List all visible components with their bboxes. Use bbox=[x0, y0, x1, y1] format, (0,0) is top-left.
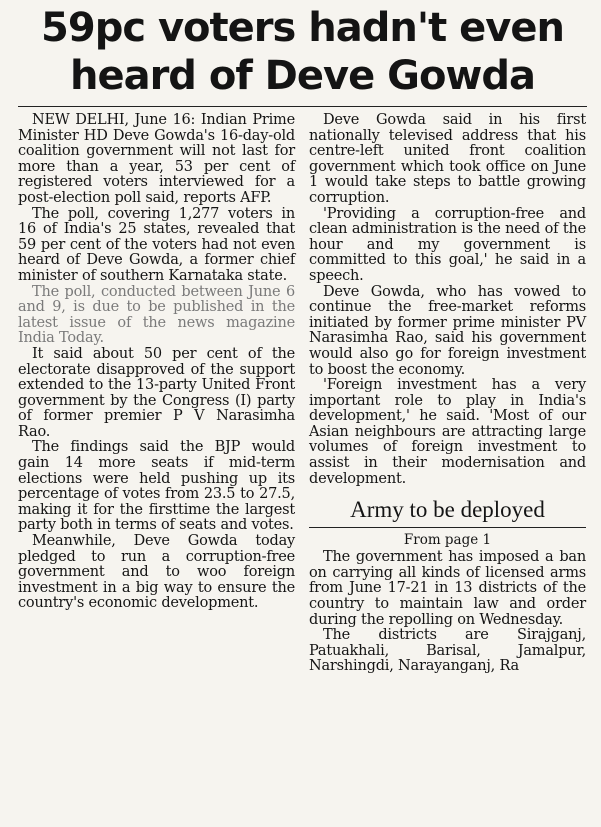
paragraph: It said about 50 per cent of the electorate disapproved of the support extended to the 13-party United Front government by the Congress (I) party of former premier P V Narasimha Rao. bbox=[18, 345, 295, 440]
continuation-from-page: From page 1 bbox=[403, 532, 492, 549]
paragraph: The poll, conducted between June 6 and 9, is due to be published in the latest issue of the news magazine India Today. bbox=[18, 283, 295, 347]
paragraph: Deve Gowda, who has vowed to continue the free-market reforms initiated by former prime minister PV Narasimha Rao, said his government would also go for foreign investment to boost the economy. bbox=[309, 283, 586, 378]
left-column bbox=[18, 113, 295, 675]
paragraph: 'Foreign investment has a very important role to play in India's development,' he said. 'Most of our Asian neighbours are attracting large volumes of foreign investment to assist in their modernisation and development. bbox=[309, 377, 586, 487]
article-columns bbox=[18, 113, 587, 675]
headline-rule bbox=[18, 106, 587, 107]
continuation-rule bbox=[309, 527, 586, 528]
right-column bbox=[309, 113, 586, 675]
paragraph: The government has imposed a ban on carrying all kinds of licensed arms from June 17-21 in 13 districts of the country to maintain law and order during the repolling on Wednesday. bbox=[309, 549, 586, 628]
paragraph: Meanwhile, Deve Gowda today pledged to run a corruption-free government and to woo foreign investment in a big way to ensure the country's economic development. bbox=[18, 533, 295, 612]
paragraph: The poll, covering 1,277 voters in 16 of India's 25 states, revealed that 59 per cent of the voters had not even heard of Deve Gowda, a former chief minister of southern Karnataka state. bbox=[18, 205, 295, 284]
paragraph: The districts are Sirajganj, Patuakhali, Barisal, Jamalpur, Narshingdi, Narayanganj, Ra bbox=[309, 627, 586, 675]
paragraph: The findings said the BJP would gain 14 more seats if mid-term elections were held pushing up its percentage of votes from 23.5 to 27.5, making it for the firsttime the largest party both in terms of seats and votes. bbox=[18, 439, 295, 534]
continuation-title: Army to be deployed bbox=[350, 497, 545, 523]
paragraph: NEW DELHI, June 16: Indian Prime Minister HD Deve Gowda's 16-day-old coalition government will not last for more than a year, 53 per cent of registered voters interviewed for a post-election poll said, reports AFP. bbox=[18, 112, 295, 206]
headline-line-1: 59pc voters hadn't even bbox=[41, 5, 564, 51]
headline-line-2: heard of Deve Gowda bbox=[69, 53, 536, 99]
headline bbox=[18, 0, 587, 100]
paragraph: 'Providing a corruption-free and clean administration is the need of the hour and my government is committed to this goal,' he said in a speech. bbox=[309, 205, 586, 284]
paragraph: Deve Gowda said in his first nationally televised address that his centre-left united front coalition government which took office on June 1 would take steps to battle growing corruption. bbox=[309, 112, 586, 206]
